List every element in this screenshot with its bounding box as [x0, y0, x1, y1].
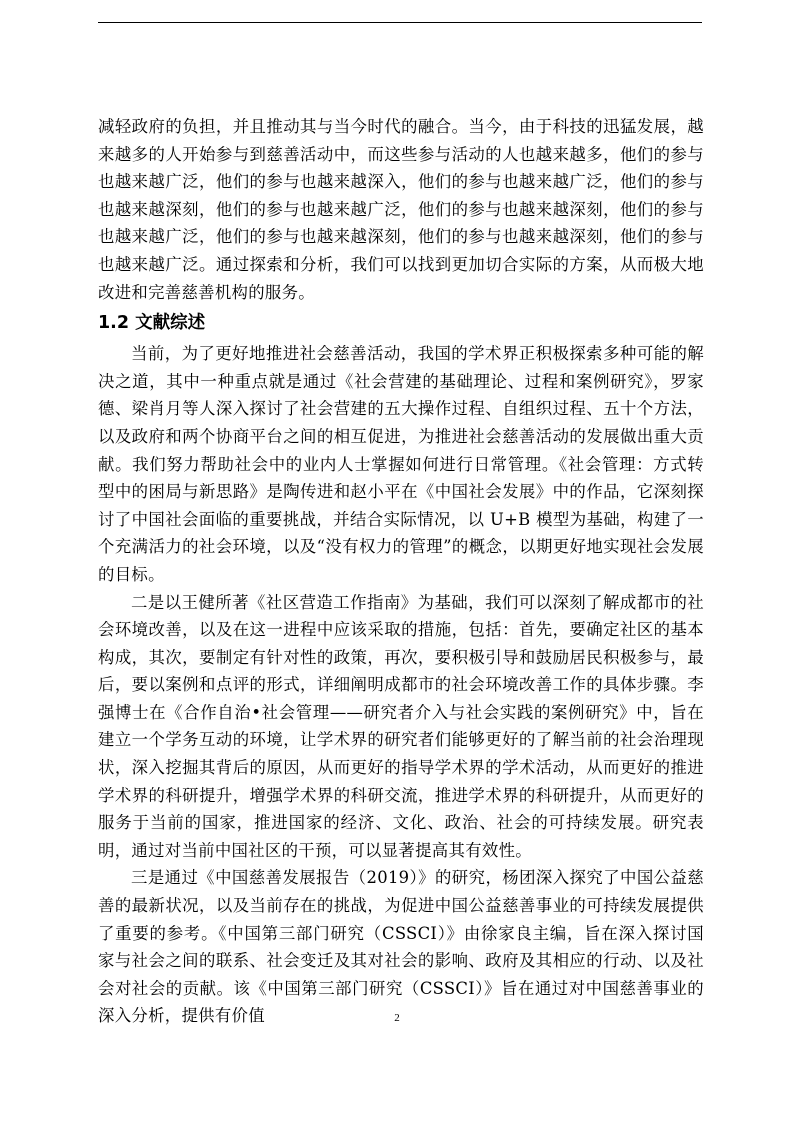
section-heading: 1.2 文献综述: [98, 313, 206, 334]
continuation-paragraph: 减轻政府的负担，并且推动其与当今时代的融合。当今，由于科技的迅猛发展，越来越多的人开始参与到慈善活动中，而这些参与活动的人也越来越多，他们的参与也越来越广泛，他们的参与也越来越深入，他们的参与也越来越广泛，他们的参与也越来越深刻，他们的参与也越来越广泛，他们的参与也越来越深刻，他们的参与也越来越广泛，他们的参与也越来越深刻，他们的参与也越来越深刻，他们的参与也越来越广泛。通过探索和分析，我们可以找到更加切合实际的方案，从而极大地改进和完善慈善机构的服务。: [98, 117, 704, 302]
paragraph-1: 当前，为了更好地推进社会慈善活动，我国的学术界正积极探索多种可能的解决之道，其中一种重点就是通过《社会营建的基础理论、过程和案例研究》，罗家德、梁肖月等人深入探讨了社会营建的五大操作过程、自组织过程、五十个方法，以及政府和两个协商平台之间的相互促进，为推进社会慈善活动的发展做出重大贡献。我们努力帮助社会中的业内人士掌握如何进行日常管理。《社会管理：方式转型中的困局与新思路》是陶传进和赵小平在《中国社会发展》中的作品，它深刻探讨了中国社会面临的重要挑战，并结合实际情况，以 U+B 模型为基础，构建了一个充满活力的社会环境，以及“没有权力的管理”的概念，以期更好地实现社会发展的目标。: [98, 344, 704, 584]
body-text: [98, 113, 704, 1030]
paragraph-2: 二是以王健所著《社区营造工作指南》为基础，我们可以深刻了解成都市的社会环境改善，以及在这一进程中应该采取的措施，包括：首先，要确定社区的基本构成，其次，要制定有针对性的政策，再次，要积极引导和鼓励居民积极参与，最后，要以案例和点评的形式，详细阐明成都市的社会环境改善工作的具体步骤。李强博士在《合作自治•社会管理——研究者介入与社会实践的案例研究》中，旨在建立一个学务互动的环境，让学术界的研究者们能够更好的了解当前的社会治理现状，深入挖掘其背后的原因，从而更好的指导学术界的学术活动，从而更好的推进学术界的科研提升，增强学术界的科研交流，推进学术界的科研提升，从而更好的服务于当前的国家，推进国家的经济、文化、政治、社会的可持续发展。研究表明，通过对当前中国社区的干预，可以显著提高其有效性。: [98, 592, 704, 860]
header-rule: [98, 22, 702, 23]
paragraph-3: 三是通过《中国慈善发展报告（2019）》的研究，杨团深入探究了中国公益慈善的最新状况，以及当前存在的挑战，为促进中国公益慈善事业的可持续发展提供了重要的参考。《中国第三部门研究（CSSCI）》由徐家良主编，旨在深入探讨国家与社会之间的联系、社会变迁及其对社会的影响、政府及其相应的行动、以及社会对社会的贡献。该《中国第三部门研究（CSSCI）》旨在通过对中国慈善事业的深入分析，提供有价值: [98, 868, 704, 1026]
page-number: 2: [394, 1012, 400, 1024]
